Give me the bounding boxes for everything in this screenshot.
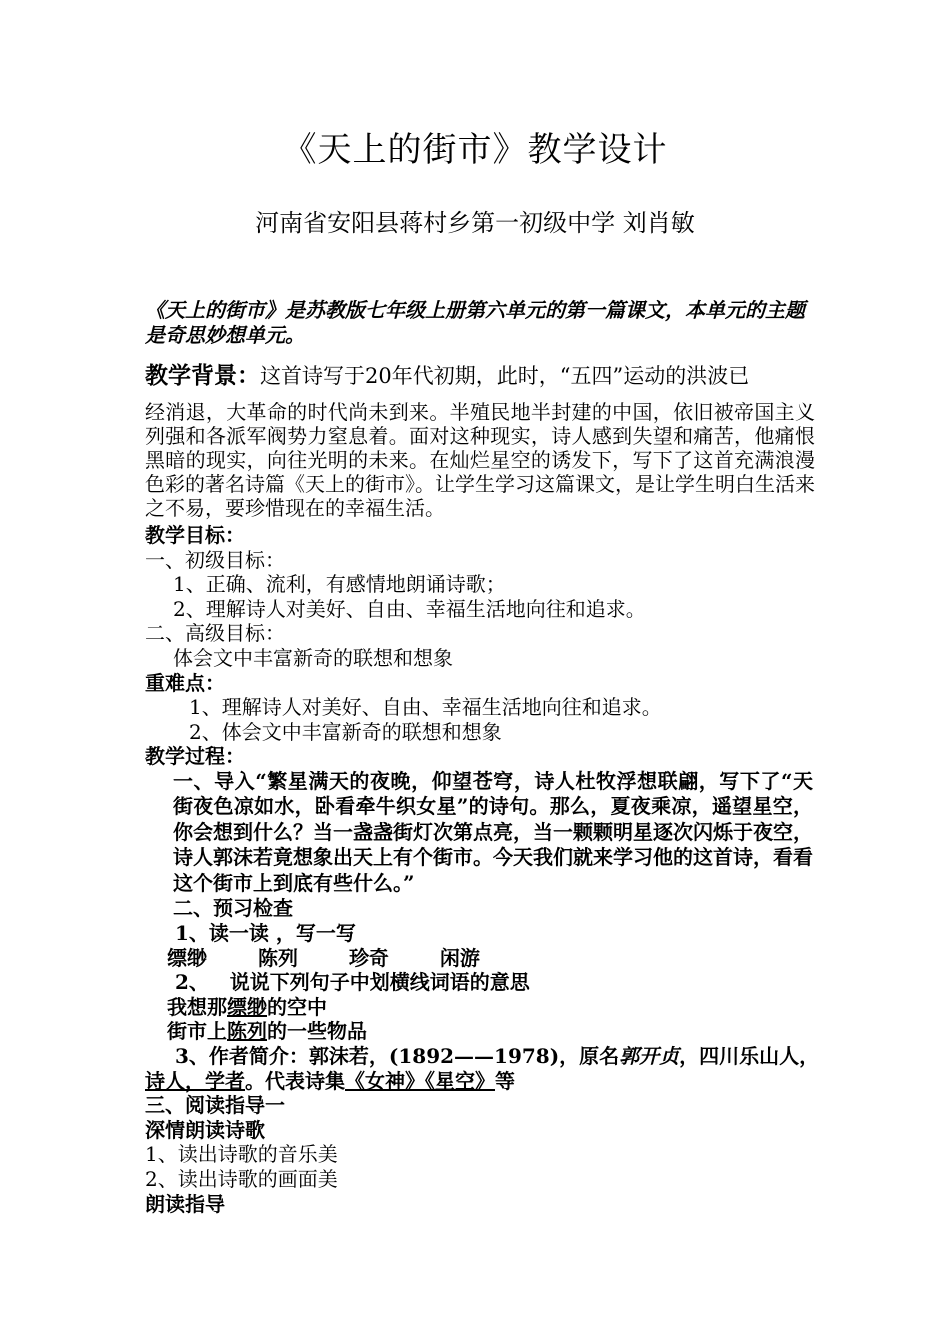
sentence-text: 的一些物品 <box>267 1019 367 1044</box>
step-preview-heading: 二、预习检查 <box>173 896 293 921</box>
author-works: 《女神》《星空》 <box>345 1068 495 1093</box>
author-line: 河南省安阳县蒋村乡第一初级中学 刘肖敏 <box>255 209 695 237</box>
step-reading-heading: 三、阅读指导一 <box>145 1093 285 1118</box>
author-intro-line <box>145 1044 835 1069</box>
author-intro-text: ，四川乐山人， <box>679 1044 820 1068</box>
process-label: 教学过程： <box>145 744 245 769</box>
background-paragraph: 经消退，大革命的时代尚未到来。半殖民地半封建的中国，依旧被帝国主义列强和各派军阀势力窒息着。面对这种现实，诗人感到失望和痛苦，他痛恨黑暗的现实，向往光明的未来。在灿烂星空的诱发下，写下了这首充满浪漫色彩的著名诗篇《天上的街市》。让学生学习这篇课文，是让学生明白生活来之不易，要珍惜现在的幸福生活。 <box>145 400 815 520</box>
vocab-word: 陈列 <box>257 945 298 970</box>
deep-read-label: 深情朗读诗歌 <box>145 1117 265 1142</box>
intro-paragraph: 《天上的街市》是苏教版七年级上册第六单元的第一篇课文，本单元的主题是奇思妙想单元。 <box>145 298 805 347</box>
read-item: 1、读出诗歌的音乐美 <box>145 1142 338 1167</box>
read-guide-label: 朗读指导 <box>145 1191 225 1216</box>
read-item: 2、读出诗歌的画面美 <box>145 1166 338 1191</box>
goal1-label: 一、初级目标： <box>145 547 285 572</box>
goals-label: 教学目标： <box>145 523 245 547</box>
document-title: 《天上的街市》教学设计 <box>282 130 668 170</box>
goal1-item: 2、理解诗人对美好、自由、幸福生活地向往和追求。 <box>173 596 646 621</box>
vocab-word: 缥缈 <box>167 945 207 970</box>
read-write-label: 1、读一读 ，写一写 <box>175 921 356 946</box>
vocab-words <box>145 946 835 971</box>
goal2-item: 体会文中丰富新奇的联想和想象 <box>173 645 453 670</box>
sentence-text: 的空中 <box>267 994 327 1019</box>
lesson-body <box>145 523 835 1216</box>
author-original-name: 郭开贞 <box>619 1044 680 1068</box>
key-point-item: 1、理解诗人对美好、自由、幸福生活地向往和追求。 <box>189 695 662 720</box>
vocab-word: 闲游 <box>439 945 480 970</box>
underlined-word: 缥缈 <box>227 994 267 1019</box>
sentence-text: 街市上 <box>167 1019 227 1044</box>
key-points-label: 重难点： <box>145 670 225 695</box>
background-heading <box>145 358 815 394</box>
goal2-label: 二、高级目标： <box>145 621 285 646</box>
author-works-line <box>145 1069 835 1094</box>
sentence-text: 我想那 <box>167 994 227 1019</box>
author-intro-text: 。代表诗集 <box>245 1068 345 1093</box>
sentence-2 <box>145 1019 835 1044</box>
goal1-item: 1、正确、流利，有感情地朗诵诗歌； <box>173 572 506 597</box>
vocab-word: 珍奇 <box>348 945 389 970</box>
author-intro-text: 等 <box>495 1068 515 1093</box>
author-intro-text: 3、作者简介：郭沫若，(1892——1978)，原名 <box>175 1044 620 1068</box>
key-point-item: 2、体会文中丰富新奇的联想和想象 <box>189 719 502 744</box>
step-intro-paragraph: 一、导入“繁星满天的夜晚，仰望苍穹，诗人杜牧浮想联翩，写下了“天街夜色凉如水，卧看牵牛织女星”的诗句。那么，夏夜乘凉，遥望星空，你会想到什么？当一盏盏街灯次第点亮，当一颗颗明星逐次闪烁于夜空，诗人郭沫若竟想象出天上有个街市。今天我们就来学习他的这首诗，看看这个街市上到底有些什么。” <box>173 768 813 895</box>
explain-label: 2、 说说下列句子中划横线词语的意思 <box>175 970 530 995</box>
author-roles: 诗人，学者 <box>145 1068 245 1093</box>
underlined-word: 陈列 <box>227 1019 267 1044</box>
sentence-1 <box>145 995 835 1020</box>
background-first-line: 这首诗写于20年代初期，此时，“五四”运动的洪波已 <box>260 364 750 388</box>
background-label: 教学背景： <box>145 362 260 389</box>
